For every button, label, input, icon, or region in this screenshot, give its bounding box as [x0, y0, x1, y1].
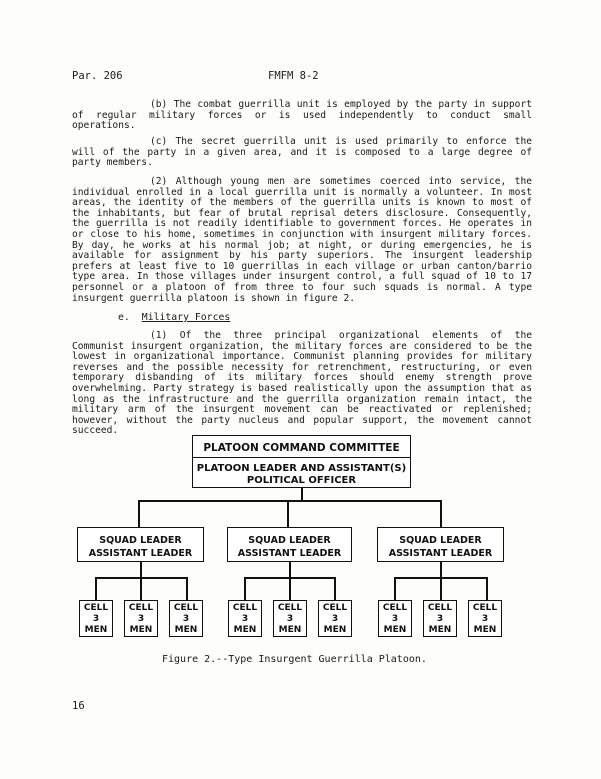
cell-count: 3: [137, 614, 145, 624]
cell-men: MEN: [278, 625, 302, 635]
cell-men: MEN: [323, 625, 347, 635]
cell-count: 3: [331, 614, 339, 624]
connector-line: [289, 562, 291, 578]
section-letter: e.: [118, 312, 130, 323]
connector-line: [287, 500, 289, 527]
section-heading: [118, 312, 230, 323]
cell-count: 3: [286, 614, 294, 624]
paragraph-reference: Par. 206: [72, 70, 123, 82]
command-officer-text: POLITICAL OFFICER: [246, 475, 357, 486]
connector-line: [289, 577, 291, 600]
cell-men: MEN: [428, 625, 452, 635]
cell-box: [378, 600, 412, 637]
connector-line: [440, 500, 442, 527]
assistant-leader-text: ASSISTANT LEADER: [388, 548, 493, 559]
squad-leader-text: SQUAD LEADER: [99, 535, 182, 546]
cell-box: [468, 600, 502, 637]
connector-line: [244, 577, 246, 600]
command-divider: [193, 457, 410, 458]
cell-box: [169, 600, 203, 637]
command-leader-text: PLATOON LEADER AND ASSISTANT(S): [196, 463, 407, 474]
platoon-command-box: [192, 435, 411, 488]
cell-label: CELL: [322, 603, 348, 613]
connector-line: [186, 577, 188, 600]
cell-label: CELL: [427, 603, 453, 613]
connector-line: [440, 577, 442, 600]
cell-count: 3: [436, 614, 444, 624]
paragraph-c: (c) The secret guerrilla unit is used primarily to enforce the will of the party in a given area, and it is composed to a large degree of party members.: [72, 136, 532, 169]
connector-line: [138, 500, 140, 527]
paragraph-1: (1) Of the three principal organizational elements of the Communist insurgent organization, the military forces are considered to be the lowest in organizational importance. Communist planning provides for military reverses and the possible necessity for retrenchment, restructuring, or even temporary disbanding of its military forces should enemy strength prove overwhelming. Party strategy is based realistically upon the assumption that as long as the infrastructure and the guerrilla organization remain intact, the military arm of the insurgent movement can be reactivated or replenished; however, without the party nucleus and popular support, the movement cannot succeed.: [72, 330, 532, 437]
connector-line: [334, 577, 336, 600]
cell-men: MEN: [174, 625, 198, 635]
cell-men: MEN: [233, 625, 257, 635]
cell-box: [124, 600, 158, 637]
command-title: PLATOON COMMAND COMMITTEE: [203, 442, 400, 454]
squad-box-3: [377, 527, 504, 562]
assistant-leader-text: ASSISTANT LEADER: [237, 548, 342, 559]
manual-number: FMFM 8-2: [268, 70, 319, 82]
figure-caption: Figure 2.--Type Insurgent Guerrilla Platoon.: [162, 654, 427, 665]
section-title: Military Forces: [141, 312, 231, 323]
cell-label: CELL: [232, 603, 258, 613]
paragraph-b: (b) The combat guerrilla unit is employed by the party in support of regular military forces or is used independently to conduct small operations.: [72, 99, 532, 132]
cell-men: MEN: [473, 625, 497, 635]
cell-box: [79, 600, 113, 637]
assistant-leader-text: ASSISTANT LEADER: [88, 548, 193, 559]
cell-box: [318, 600, 352, 637]
connector-line: [440, 562, 442, 578]
cell-count: 3: [182, 614, 190, 624]
squad-box-1: [77, 527, 204, 562]
cell-box: [228, 600, 262, 637]
cell-label: CELL: [472, 603, 498, 613]
connector-line: [138, 500, 442, 502]
cell-label: CELL: [83, 603, 109, 613]
page-number: 16: [72, 700, 85, 712]
cell-men: MEN: [84, 625, 108, 635]
squad-leader-text: SQUAD LEADER: [248, 535, 331, 546]
connector-line: [486, 577, 488, 600]
paragraph-2: (2) Although young men are sometimes coerced into service, the individual enrolled in a local guerrilla unit is normally a volunteer. In most areas, the identity of the members of the guerrilla units is known to most of the inhabitants, but fear of brutal reprisal deters disclosure. Consequently, the guerrilla is not readily identifiable to government forces. He operates in or close to his home, sometimes in conjunction with insurgent military forces. By day, he works at his normal job; at night, or during emergencies, he is available for assignment by his party superiors. The insurgent leadership prefers at least five to 10 guerrillas in each village or urban canton/barrio type area. In those villages under insurgent control, a full squad of 10 to 17 personnel or a platoon of from three to four such squads is normal. A type insurgent guerrilla platoon is shown in figure 2.: [72, 176, 532, 304]
cell-label: CELL: [173, 603, 199, 613]
cell-box: [423, 600, 457, 637]
cell-count: 3: [481, 614, 489, 624]
cell-label: CELL: [128, 603, 154, 613]
cell-label: CELL: [277, 603, 303, 613]
cell-count: 3: [391, 614, 399, 624]
cell-men: MEN: [383, 625, 407, 635]
connector-line: [140, 562, 142, 578]
connector-line: [394, 577, 396, 600]
connector-line: [140, 577, 142, 600]
connector-line: [95, 577, 97, 600]
cell-count: 3: [241, 614, 249, 624]
cell-box: [273, 600, 307, 637]
cell-men: MEN: [129, 625, 153, 635]
cell-label: CELL: [382, 603, 408, 613]
squad-leader-text: SQUAD LEADER: [399, 535, 482, 546]
squad-box-2: [227, 527, 352, 562]
cell-count: 3: [92, 614, 100, 624]
